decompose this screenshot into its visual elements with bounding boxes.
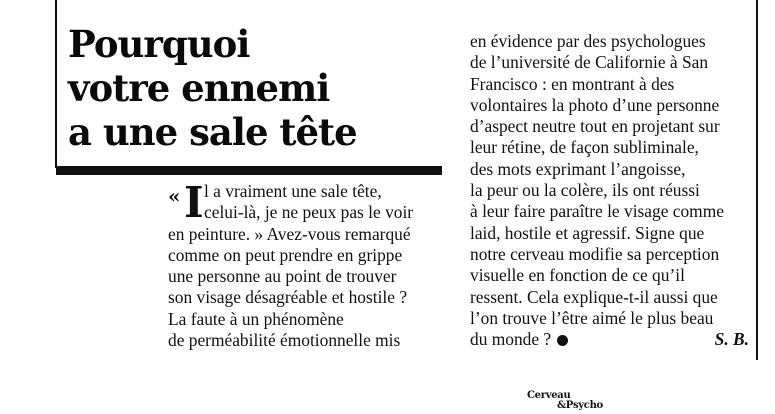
headline-line: votre ennemi [68,66,330,110]
body-line: La faute à un phénomène [168,308,344,329]
body-line: volontaires la photo d’une personne [470,94,720,115]
body-line: de l’université de Californie à San [470,52,709,73]
body-line: à leur faire paraître le visage comme [470,201,724,222]
body-line: notre cerveau modifie sa perception [470,243,720,264]
body-line: en peinture. » Avez-vous remarqué [168,223,411,244]
body-line: leur rétine, de façon subliminale, [470,137,699,158]
body-line: du monde ? [470,329,552,350]
headline-divider-bar [56,166,442,175]
body-line: l a vraiment une sale tête, [204,181,382,201]
body-line: visuelle en fonction de ce qu’il [470,265,685,286]
body-line: de perméabilité émotionnelle mis [168,330,401,351]
body-line: celui-là, je ne peux pas le voir [204,202,414,223]
body-line: Francisco : en montrant à des [470,73,675,94]
body-line: la peur ou la colère, ils ont réussi [470,180,700,201]
left-text-column [168,178,443,351]
opening-quote-mark: « [168,184,181,208]
author-signature: S. B. [714,329,749,350]
body-line: laid, hostile et agressif. Signe que [470,222,705,243]
logo-text-line: Cerveau [527,390,571,401]
body-line: l’on trouve l’être aimé le plus beau [470,307,714,328]
right-text-column [470,31,755,350]
logo-text-line: &Psycho [557,400,603,411]
left-column-rule [55,0,57,168]
closing-line [470,329,755,350]
body-line: son visage désagréable et hostile ? [168,287,408,308]
article-headline [68,22,448,154]
magazine-logo [527,390,617,414]
body-line: des mots exprimant l’angoisse, [470,158,686,179]
body-line: comme on peut prendre en grippe [168,244,403,265]
right-column-rule [756,0,758,360]
body-line: une personne au point de trouver [168,266,397,287]
body-line: d’aspect neutre tout en projetant sur [470,116,720,137]
body-line: ressent. Cela explique-t-il aussi que [470,286,718,307]
headline-line: Pourquoi [68,22,250,66]
headline-line: a une sale tête [68,110,357,154]
drop-cap-letter: I [184,178,204,227]
body-line: en évidence par des psychologues [470,31,706,51]
end-of-article-icon [557,335,568,346]
